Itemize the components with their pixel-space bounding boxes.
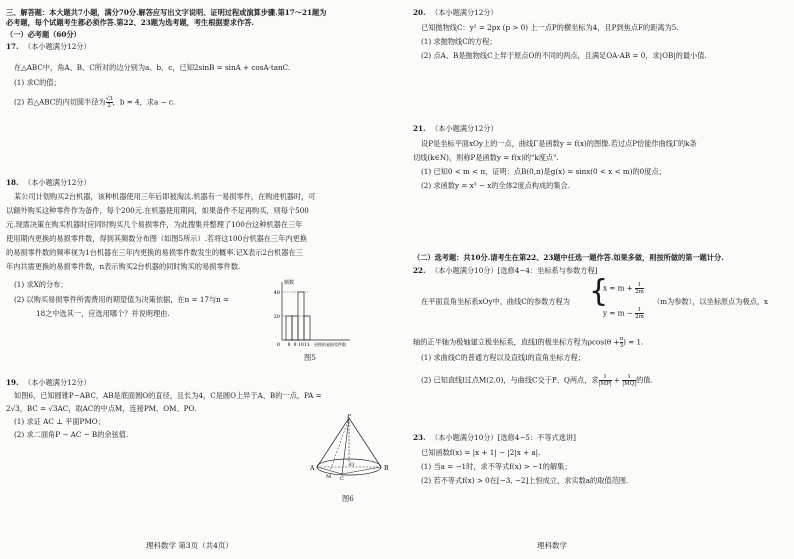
q22-pi-fraction: $\frac{\pi}{3}$ [619,336,624,349]
q23-number: 23. [413,433,426,442]
q21-score: （本小题满分12分） [431,124,498,133]
q23-stem: 已知函数f(x) = |x + 1| − |2|x + a|. [421,448,541,457]
q22-param-note: （m为参数），以坐标原点为极点，x [653,297,769,306]
q17-score: （本小题满分12分） [24,42,91,51]
q20-part1: (1) 求抛物线C的方程； [421,37,497,46]
q18-part1: (1) 求X的分布； [14,280,68,289]
q18-line-4: 使用期内更换的易损零件数，得到其频数分布图（如图5所示）.若将这100台机器在三年内更换 [6,234,307,243]
chart-x-label: 更换的易损零件数 [314,342,346,347]
q22-mq-fraction: $\frac{1}{|MQ|}$ [622,374,637,387]
cone-label-o: O [350,462,355,468]
q22-eq1: x = m + $\frac{1}{2m}$ [603,282,644,295]
chart-y-tick-label: 20 [273,314,280,320]
cone-figure [306,414,392,480]
q20-number: 20. [413,8,426,17]
q22-eq2: y = m − $\frac{1}{2m}$ [603,307,644,320]
cone-label-a: A [310,465,315,472]
cone-label-b: B [384,465,389,472]
q22-score: （本小题满分10分）[选修4−4：坐标系与参数方程] [431,266,598,275]
section-header-2: 必考题，每个试题考生都必须作答.第22、23题为选考题，考生根据要求作答. [6,18,254,27]
q21-line-2: 切线(k∈N)，则称P是函数y = f(x)的"k度点". [413,153,559,162]
chart-origin-label: 0 [276,342,280,348]
q17-part1: (1) 求C的值； [14,78,61,87]
chart-x-tick-label: 8 [287,343,291,348]
chart-bar [286,316,292,340]
q18-line-2: 以额外购买这种零件作为备件，每个200元.在机器使用期间，如果备件不足再购买，则每个500 [6,206,309,215]
q18-line-5: 的易损零件数的频率视为1台机器在三年内更换的易损零件数发生的概率.记X表示2台机器在三 [6,248,303,257]
left-footer: 理科数学 第3页（共4页） [146,541,233,550]
q20-score: （本小题满分12分） [431,8,498,17]
cone-pm [330,418,349,471]
cone-edge-left [317,418,349,467]
q18-score: （本小题满分12分） [24,178,91,187]
q17-stem: 在△ABC中，角A、B、C所对的边分别为a、b、c，已知2sinB = sinA + cosA·tanC. [14,63,291,72]
q22-lead: 在平面直角坐标系xOy中，曲线C的参数方程为 [421,297,570,306]
q19-line-2: 2√3，BC = √3AC，取AC的中点M，连接PM、OM、PO. [6,404,197,413]
q22-eq2-fraction: $\frac{1}{2m}$ [635,307,644,320]
cone-bc [342,467,381,474]
q19-part1: (1) 求证 AC ⊥ 平面PMO； [14,417,105,426]
q22-part1: (1) 求曲线C的普通方程以及直线l的直角坐标方程； [421,353,586,362]
cone-edge-right [349,418,381,467]
q18-line-3: 元.现需决策在购买机器时应同时购买几个易损零件，为此搜集并整理了100台这种机器在三年 [6,220,303,229]
q19-number: 19. [6,378,19,387]
q22-mp-fraction: $\frac{1}{|MP|}$ [598,374,612,387]
q19-part2: (2) 求二面角P − AC − B的余弦值. [14,430,129,439]
q20-part2: (2) 点A、B是抛物线C上异于原点O的不同的两点，且满足OA·AB = 0，求|OB|的最小值. [421,51,707,60]
q22-line2: 轴的正半轴为极轴建立极坐标系，直线l的极坐标方程为ρcos(θ + $\frac{\pi}{3}$ ) = 1. [413,336,644,349]
q23-part1: (1) 当a = −1时，求不等式f(x) > −1的解集； [421,462,572,471]
q23-score: （本小题满分10分）[选修4−5：不等式选讲] [431,433,576,442]
q19-line-1: 如图6，已知圆锥P−ABC，AB是底面圆O的直径，且长为4，C是圆O上异于A、B的一点，PA = [14,391,322,400]
q22-part2: (2) 已知直线l过点M(2,0)，与曲线C交于P、Q两点，求 $\frac{1}{|MP|}$ + $\frac{1}{|MQ|}$ 的值. [421,374,653,387]
q18-line-6: 年内共需更换的易损零件数，n表示购买2台机器的同时购买的易损零件数. [6,262,241,271]
chart-x-tick-label: 9 [293,343,297,348]
q22-number: 22. [413,266,426,275]
q18-number: 18. [6,178,19,187]
chart-x-tick-label: 10 [298,343,304,348]
optional-header: （二）选考题：共10分.请考生在第22、23题中任选一题作答.如果多做，则按所做的第一题计分. [413,253,724,262]
section-header: 三、解答题：本大题共7小题，满分70分.解答应写出文字说明、证明过程或演算步骤.第17～21题为 [6,8,327,17]
q18-line-1: 某公司计划购买2台机器，该种机器使用三年后即被淘汰.机器有一易损零件，在购进机器时，可 [14,192,316,201]
cone-label-c: C [340,476,344,480]
q17-fraction: $\frac{√3}{2}$ [105,96,113,109]
q17-number: 17. [6,42,19,51]
q19-score: （本小题满分12分） [24,378,91,387]
chart-caption: 图5 [304,353,316,362]
chart-bar [292,316,298,340]
q22-eq1-fraction: $\frac{1}{2m}$ [635,282,644,295]
q21-part1: (1) 已知0 < m < π，证明：点B(0,π)是g(x) = sinx(0 < x < m)的0度点； [421,167,666,176]
chart-x-tick-label: 11 [304,343,310,348]
q17-part2: (2) 若△ABC的内切圆半径为 $\frac{√3}{2}$ ，b = 4，求a − c. [14,96,176,109]
q23-part2: (2) 若不等式f(x) > 0在[−3, −2]上恒成立，求实数a的取值范围. [421,476,629,485]
frequency-chart [268,278,358,350]
q18-part2-cont: 18之中选其一，应选用哪个？并说明理由. [36,309,170,318]
q18-part2: (2) 以购买易损零件所需费用的期望值为决策依据，在n = 17与n = [14,295,230,304]
chart-y-label: 频数 [284,280,295,286]
fig6-caption: 图6 [342,494,354,503]
q22-brace: { [589,274,609,309]
required-header: （一）必考题（60分） [6,30,81,39]
right-page [397,0,794,559]
cone-label-p: P [347,414,352,420]
cone-pc [342,418,349,474]
right-footer: 理科数学 [537,541,567,550]
q21-line-1: 设P是坐标平面xOy上的一点，曲线Γ是函数y = f(x)的图像.若过点P恰能作曲线Γ的k条 [421,139,697,148]
q21-part2: (2) 求函数y = x³ − x的全体2度点构成的集合. [421,181,570,190]
chart-y-tick-label: 40 [273,290,280,296]
chart-bar [304,316,310,340]
q20-stem: 已知抛物线C：y² = 2px (p > 0) 上一点P的横坐标为4，且P到焦点F的距离为5. [421,23,679,32]
cone-label-m: M [326,474,332,480]
q21-number: 21. [413,124,426,133]
